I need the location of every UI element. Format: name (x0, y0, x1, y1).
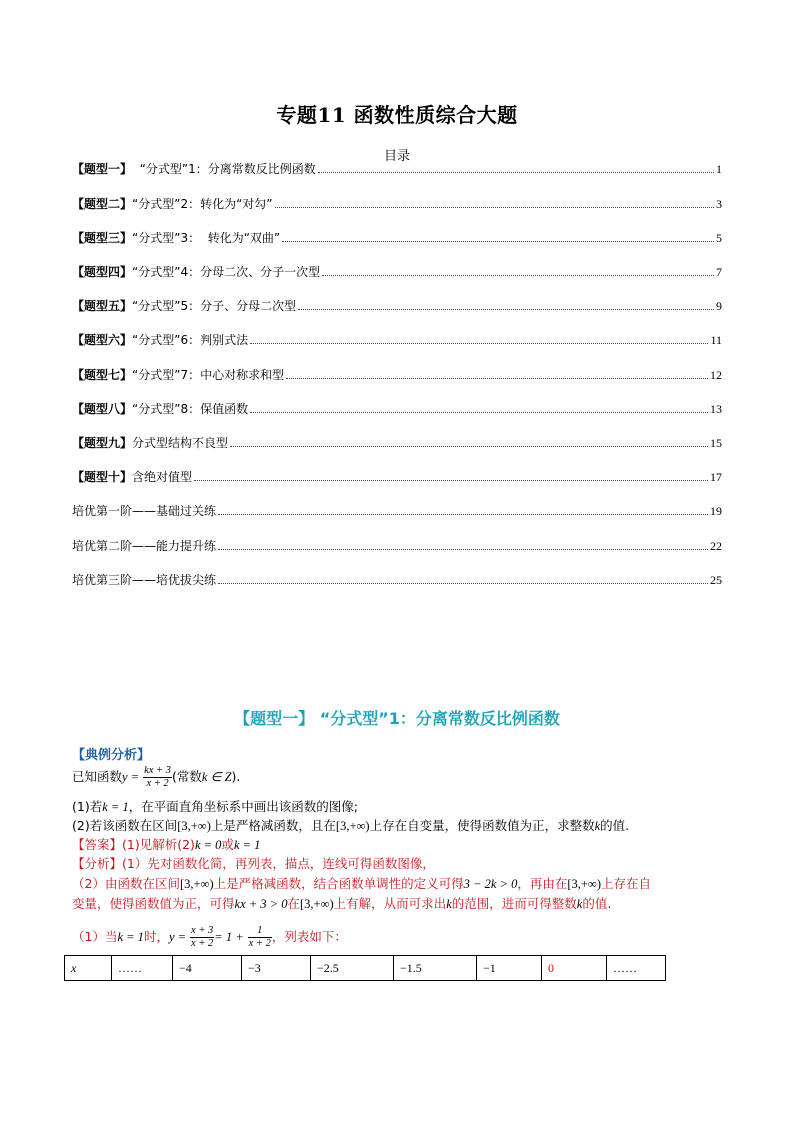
question-part-1: (1)若k = 1，在平面直角坐标系中画出该函数的图像; (72, 799, 358, 814)
table-cell: 0 (542, 956, 607, 981)
toc-item-text: “分式型”7：中心对称求和型 (132, 368, 285, 382)
toc-item-text: “分式型”4：分母二次、分子一次型 (132, 265, 321, 279)
toc-page-number: 17 (710, 470, 722, 484)
toc-leader-dots (318, 171, 714, 173)
toc-item-text: “分式型”3： 转化为“双曲” (132, 231, 281, 245)
toc-item[interactable] (72, 367, 722, 383)
toc-item-label (72, 469, 192, 485)
toc-item[interactable] (72, 264, 722, 280)
toc-item[interactable] (72, 332, 722, 348)
table-cell: −4 (173, 956, 242, 981)
analysis-line-3: 变量，使得函数值为正，可得kx + 3 > 0在[3,+∞)上有解，从而可求出k的范围，进而可得整数k的值. (72, 896, 612, 911)
toc-page-number: 22 (710, 539, 722, 553)
toc-item-text: “分式型”1：分离常数反比例函数 (132, 162, 316, 176)
toc-item-bracket: 【题型七】 (72, 368, 133, 382)
toc-item-label (72, 332, 248, 348)
toc-leader-dots (298, 308, 714, 310)
document-title: 专题11 函数性质综合大题 (276, 103, 518, 127)
toc-leader-dots (250, 411, 708, 413)
section-heading: 【题型一】 “分式型”1：分离常数反比例函数 (234, 709, 560, 728)
toc-page-number: 7 (716, 265, 722, 279)
toc-item[interactable] (72, 435, 722, 451)
toc-item-bracket: 【题型四】 (72, 265, 133, 279)
toc-leader-dots (282, 240, 714, 242)
toc-item-text: 培优第三阶——培优拔尖练 (72, 573, 217, 587)
toc-item-text: “分式型”8：保值函数 (132, 402, 249, 416)
toc-item-bracket: 【题型六】 (72, 333, 133, 347)
toc-leader-dots (250, 342, 708, 344)
toc-item-text: “分式型”6：判别式法 (132, 333, 249, 347)
analysis-tag: 【分析】 (72, 856, 123, 871)
question-part-2: (2)若该函数在区间[3,+∞)上是严格减函数，且在[3,+∞)上存在自变量，使得函数值为正，求整数k的值. (72, 818, 630, 833)
table-cell: …… (607, 956, 666, 981)
answer-line: 【答案】(1)见解析(2)k = 0或k = 1 (72, 837, 261, 852)
toc-item[interactable] (72, 469, 722, 485)
table-cell: −1 (477, 956, 542, 981)
table-cell: …… (112, 956, 173, 981)
question-intro: 已知函数y = $\frac{kx + 3}{x + 2}$ (常数k ∈ Z). (72, 765, 241, 789)
toc-item-label (72, 298, 296, 314)
toc-page-number: 12 (710, 368, 722, 382)
toc-leader-dots (286, 377, 708, 379)
toc-leader-dots (218, 582, 708, 584)
toc-item[interactable] (72, 503, 722, 519)
solution-fraction-2: $\frac{1}{x + 2}$ (248, 925, 271, 949)
toc-item[interactable] (72, 298, 722, 314)
toc-item-bracket: 【题型一】 (72, 162, 133, 176)
toc-item-label (72, 264, 320, 280)
toc-item-bracket: 【题型九】 (72, 436, 133, 450)
toc-item-label (72, 435, 228, 451)
toc-item-label (72, 367, 284, 383)
table-cell: −1.5 (394, 956, 477, 981)
toc-page-number: 11 (710, 333, 722, 347)
toc-item-bracket: 【题型十】 (72, 470, 133, 484)
toc-item-text: “分式型”5：分子、分母二次型 (132, 299, 297, 313)
table-cell: x (65, 956, 112, 981)
toc-page-number: 15 (710, 436, 722, 450)
toc-item-label (72, 161, 316, 177)
toc-item-label (72, 572, 216, 588)
example-analysis-tag: 【典例分析】 (72, 748, 151, 763)
toc-item-label (72, 196, 273, 212)
analysis-line-2: （2）由函数在区间[3,+∞)上是严格减函数，结合函数单调性的定义可得3 − 2k > 0，再由在[3,+∞)上存在自 (72, 876, 652, 891)
table-cell: −2.5 (311, 956, 394, 981)
solution-line: （1）当k = 1时，y = $\frac{x + 3}{x + 2}$ = 1 + $\frac{1}{x + 2}$ ，列表如下： (72, 925, 347, 949)
toc-item-text: 培优第一阶——基础过关练 (72, 504, 217, 518)
toc-leader-dots (275, 206, 714, 208)
toc-item-text: 培优第二阶——能力提升练 (72, 539, 217, 553)
toc-page-number: 13 (710, 402, 722, 416)
toc-item-label (72, 538, 216, 554)
toc-item-text: 分式型结构不良型 (132, 436, 229, 450)
toc-page-number: 1 (716, 162, 722, 176)
toc-page-number: 9 (716, 299, 722, 313)
toc-item[interactable] (72, 401, 722, 417)
table-cell: −3 (242, 956, 311, 981)
toc-item-text: 含绝对值型 (132, 470, 193, 484)
toc-item-text: “分式型”2：转化为“对勾” (132, 197, 273, 211)
toc-item[interactable] (72, 538, 722, 554)
answer-tag: 【答案】 (72, 837, 123, 852)
toc-item-label (72, 503, 216, 519)
toc-item-label (72, 230, 280, 246)
toc-item-bracket: 【题型三】 (72, 231, 133, 245)
toc-leader-dots (230, 445, 708, 447)
toc-leader-dots (218, 548, 708, 550)
toc-item-label (72, 401, 248, 417)
toc-page-number: 25 (710, 573, 722, 587)
toc-item[interactable] (72, 572, 722, 588)
toc-page-number: 19 (710, 504, 722, 518)
toc-item[interactable] (72, 161, 722, 177)
toc-item-bracket: 【题型二】 (72, 197, 133, 211)
question-fraction: $\frac{kx + 3}{x + 2}$ (144, 765, 172, 789)
solution-fraction-1: $\frac{x + 3}{x + 2}$ (191, 925, 214, 949)
toc-item[interactable] (72, 196, 722, 212)
value-table (64, 955, 666, 981)
toc-page-number: 5 (716, 231, 722, 245)
toc-item-bracket: 【题型五】 (72, 299, 133, 313)
toc-heading: 目录 (383, 149, 410, 164)
table-row (65, 956, 666, 981)
toc-item[interactable] (72, 230, 722, 246)
toc-leader-dots (322, 274, 714, 276)
toc-item-bracket: 【题型八】 (72, 402, 133, 416)
toc-leader-dots (194, 479, 708, 481)
toc-leader-dots (218, 513, 708, 515)
toc-page-number: 3 (716, 197, 722, 211)
analysis-line-1: 【分析】(1）先对函数化简，再列表，描点，连线可得函数图像， (72, 856, 435, 871)
